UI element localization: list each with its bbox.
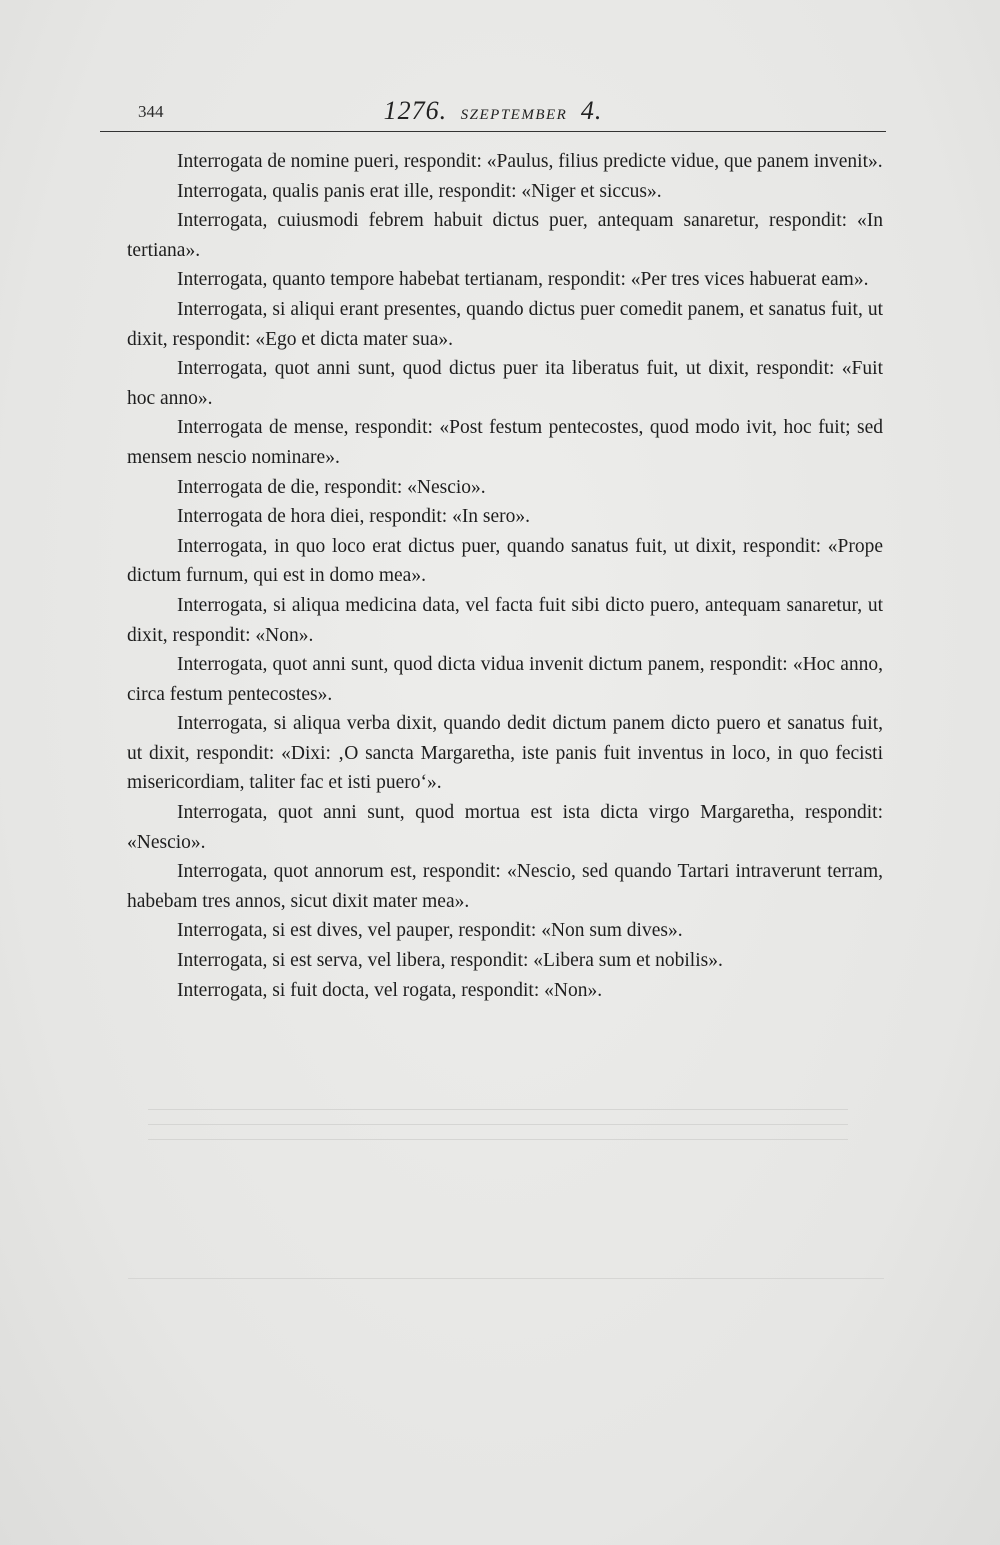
paragraph: Interrogata, qualis panis erat ille, respondit: «Niger et siccus». xyxy=(177,180,662,202)
header-rule xyxy=(100,131,886,132)
paragraph: Interrogata, si aliqui erant presentes, quando dictus puer comedit panem, et sanatus fuit, ut dixit, respondit: «Ego et dicta mater sua». xyxy=(127,298,883,350)
running-head-day: 4. xyxy=(580,96,603,125)
paragraph: Interrogata de mense, respondit: «Post festum pentecostes, quod modo ivit, hoc fuit; sed mensem nescio nominare». xyxy=(127,417,883,468)
page-header xyxy=(100,96,886,130)
paragraph: Interrogata, quot anni sunt, quod dicta vidua invenit dictum panem, respondit: «Hoc anno, circa festum pentecostes». xyxy=(127,654,883,705)
footnote-rule xyxy=(128,1278,884,1279)
paragraph: Interrogata, si fuit docta, vel rogata, respondit: «Non». xyxy=(177,979,603,1001)
paragraph: Interrogata, si aliqua medicina data, vel facta fuit sibi dicto puero, antequam sanaretur, ut dixit, respondit: «Non». xyxy=(127,594,883,646)
paragraph: Interrogata, cuiusmodi febrem habuit dictus puer, antequam sanaretur, respondit: «In tertiana». xyxy=(127,210,883,261)
paragraph: Interrogata, quot anni sunt, quod mortua est ista dicta virgo Margaretha, respondit: «Nescio». xyxy=(127,802,883,853)
paragraph: Interrogata, quot annorum est, respondit: «Nescio, sed quando Tartari intraverunt terram, habebam tres annos, sicut dixit mater mea». xyxy=(127,861,883,912)
running-head-month: SZEPTEMBER xyxy=(460,107,568,123)
paragraph: Interrogata, quanto tempore habebat tertianam, respondit: «Per tres vices habuerat eam». xyxy=(177,269,869,291)
running-head-year: 1276. xyxy=(383,96,448,125)
paragraph: Interrogata de hora diei, respondit: «In sero». xyxy=(177,506,531,528)
paragraph: Interrogata, si aliqua verba dixit, quando dedit dictum panem dicto puero et sanatus fuit, ut dixit, respondit: «Dixi: ‚O sancta Margaretha, iste panis fuit inventus in loco, in quo fecisti misericordiam, taliter fac et isti puero‘». xyxy=(127,713,883,794)
paragraph: Interrogata, si est serva, vel libera, respondit: «Libera sum et nobilis». xyxy=(177,950,723,972)
paragraph: Interrogata, quot anni sunt, quod dictus puer ita liberatus fuit, ut dixit, respondit: «Fuit hoc anno». xyxy=(127,358,883,409)
show-through-line xyxy=(148,1139,848,1140)
running-head xyxy=(100,96,886,126)
show-through-line xyxy=(148,1124,848,1125)
show-through-line xyxy=(148,1109,848,1110)
page-number: 344 xyxy=(138,102,164,121)
paragraph: Interrogata de die, respondit: «Nescio». xyxy=(177,476,486,498)
body-text xyxy=(127,147,883,1005)
paragraph: Interrogata, in quo loco erat dictus puer, quando sanatus fuit, ut dixit, respondit: «Prope dictum furnum, qui est in domo mea». xyxy=(127,535,883,587)
show-through-texture xyxy=(148,1095,848,1154)
paragraph: Interrogata, si est dives, vel pauper, respondit: «Non sum dives». xyxy=(177,920,683,942)
paragraph: Interrogata de nomine pueri, respondit: «Paulus, filius predicte vidue, que panem invenit». xyxy=(177,151,883,172)
